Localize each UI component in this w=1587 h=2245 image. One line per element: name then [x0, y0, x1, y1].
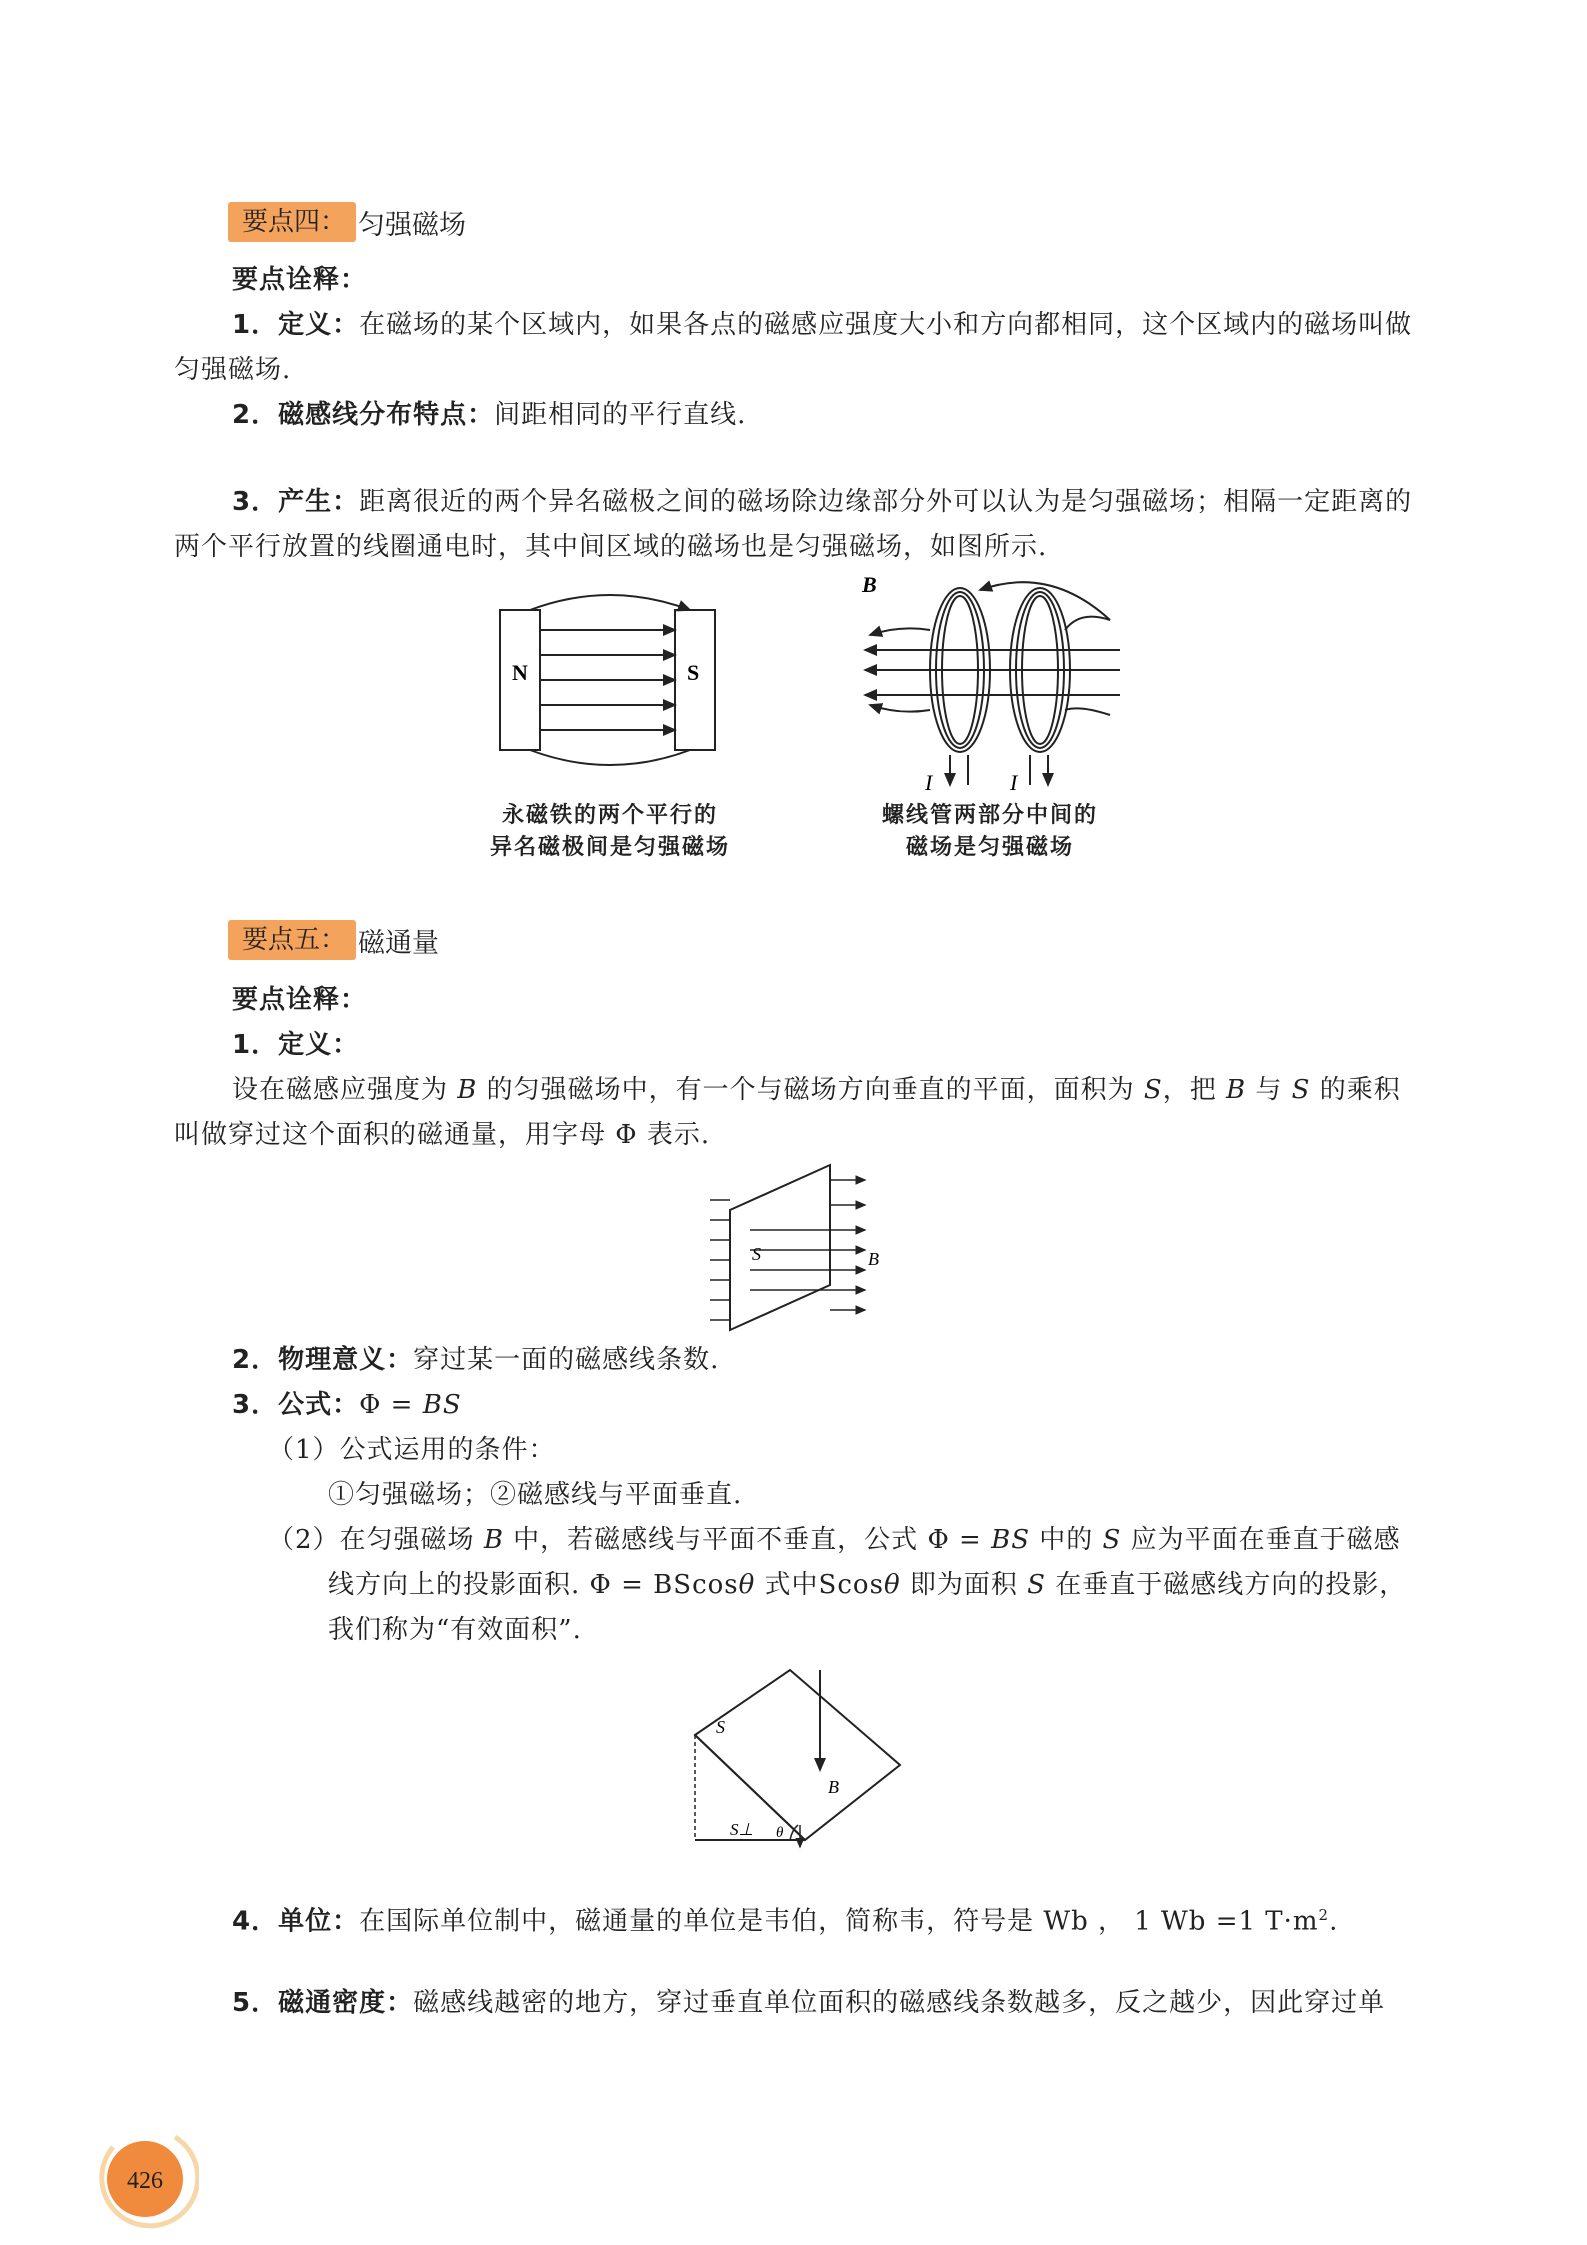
paragraph-text: 在磁场的某个区域内，如果各点的磁感应强度大小和方向都相同，这个区域内的磁场叫做匀强磁场. — [174, 310, 1413, 385]
north-pole-label: N — [512, 660, 528, 685]
paragraph-text: 在国际单位制中，磁通量的单位是韦伯，简称韦，符号是 Wb ， 1 Wb =1 T·m — [359, 1906, 1319, 1937]
text-run: 设在磁感应强度为 — [232, 1075, 458, 1105]
var-b: B — [457, 1075, 478, 1105]
var-bs: BS — [991, 1525, 1031, 1555]
var-b: B — [1225, 1075, 1247, 1105]
paragraph-physical-meaning — [174, 1338, 1424, 1383]
paragraph-label: 3．公式： — [232, 1390, 360, 1420]
page-number-badge — [95, 2125, 199, 2229]
text-run: 在垂直于磁感线方向的投影，我们称为“有效面积”. — [328, 1570, 1407, 1645]
figure-caption-magnet — [440, 800, 780, 864]
current-label: I — [925, 770, 933, 795]
caption-line: 异名磁极间是匀强磁场 — [489, 835, 730, 860]
figure-caption-coils — [820, 800, 1160, 864]
var-theta: θ — [738, 1570, 756, 1600]
section-heading-4 — [228, 202, 466, 242]
paragraph-label: 3．产生： — [232, 487, 360, 517]
paragraph-flux-density — [174, 1981, 1424, 2026]
var-s: S — [1027, 1570, 1046, 1600]
caption-line: 磁场是匀强磁场 — [905, 835, 1074, 860]
var-s: S — [1291, 1075, 1311, 1105]
section-title: 匀强磁场 — [358, 209, 467, 241]
formula-var: BS — [422, 1390, 462, 1420]
text-run: 即为面积 — [900, 1570, 1028, 1600]
paragraph-text: 距离很近的两个异名磁极之间的磁场除边缘部分外可以认为是匀强磁场；相隔一定距离的两个平行放置的线圈通电时，其中间区域的磁场也是匀强磁场，如图所示. — [174, 487, 1413, 562]
superscript: 2 — [1318, 1906, 1330, 1924]
paragraph-definition — [174, 303, 1424, 393]
text-run: 的匀强磁场中，有一个与磁场方向垂直的平面，面积为 — [477, 1075, 1144, 1105]
paragraph-text: 穿过某一面的磁感线条数. — [413, 1345, 720, 1375]
paragraph-label: 1．定义： — [232, 310, 360, 340]
angle-theta-label: θ — [776, 1825, 784, 1841]
paragraph-text: 间距相同的平行直线. — [494, 400, 747, 430]
south-pole-label: S — [687, 660, 700, 685]
projection-figure — [680, 1665, 920, 1850]
text-run: 中的 — [1030, 1525, 1103, 1555]
paragraph-flux-definition — [174, 1068, 1424, 1158]
caption-line: 螺线管两部分中间的 — [881, 803, 1098, 828]
paragraph-label: 4．单位： — [232, 1906, 360, 1937]
paragraph-label: 2．磁感线分布特点： — [232, 400, 495, 430]
paragraph-distribution — [174, 393, 1424, 438]
area-s-label: S — [716, 1717, 725, 1737]
condition-2 — [268, 1518, 1424, 1653]
page-number: 426 — [127, 2168, 163, 2194]
paragraph-label: 2．物理意义： — [232, 1345, 414, 1375]
coils-figure — [850, 570, 1130, 800]
text-run: 中，若磁感线与平面不垂直，公式 Φ = — [503, 1525, 992, 1555]
paragraph-unit — [174, 1893, 1424, 1945]
section-heading-5 — [228, 920, 439, 960]
field-b-label: B — [828, 1777, 839, 1797]
paragraph-formula — [174, 1383, 1424, 1428]
formula-text: Φ = — [359, 1390, 423, 1420]
flux-plane-figure — [700, 1160, 900, 1340]
paragraph-origin — [174, 480, 1424, 570]
var-s: S — [1143, 1075, 1163, 1105]
field-b-label: B — [862, 572, 877, 597]
text-run: 的乘积叫做穿过这个面积的磁通量，用字母 Φ 表示. — [174, 1075, 1401, 1150]
paragraph-label: 5．磁通密度： — [232, 1988, 414, 2018]
magnet-poles-figure — [480, 590, 740, 770]
section-tag: 要点四： — [228, 202, 356, 242]
area-s-label: S — [752, 1244, 761, 1264]
projected-area-label: S⊥ — [730, 1820, 754, 1839]
text-run: 应为平面在垂直于磁感线方向上的投影面积. Φ = BScos — [328, 1525, 1401, 1600]
var-b: B — [483, 1525, 504, 1555]
section-title: 磁通量 — [358, 927, 440, 959]
text-run: （2）在匀强磁场 — [268, 1525, 484, 1555]
var-s: S — [1102, 1525, 1122, 1555]
text-run: ，把 — [1162, 1075, 1226, 1105]
condition-1: （1）公式运用的条件： — [268, 1435, 556, 1465]
section-tag: 要点五： — [228, 920, 356, 960]
condition-1-detail: ①匀强磁场；②磁感线与平面垂直. — [328, 1480, 743, 1510]
explain-heading: 要点诠释： — [232, 985, 368, 1015]
text-run: 式中Scos — [755, 1570, 884, 1600]
text-run: 与 — [1246, 1075, 1292, 1105]
text-run: . — [1329, 1906, 1339, 1937]
paragraph-text: 磁感线越密的地方，穿过垂直单位面积的磁感线条数越多，反之越少，因此穿过单 — [413, 1988, 1386, 2018]
caption-line: 永磁铁的两个平行的 — [501, 803, 718, 828]
explain-heading: 要点诠释： — [232, 265, 368, 295]
var-theta: θ — [883, 1570, 901, 1600]
definition-label: 1．定义： — [232, 1030, 360, 1060]
current-label: I — [1010, 770, 1018, 795]
field-b-label: B — [868, 1249, 879, 1269]
